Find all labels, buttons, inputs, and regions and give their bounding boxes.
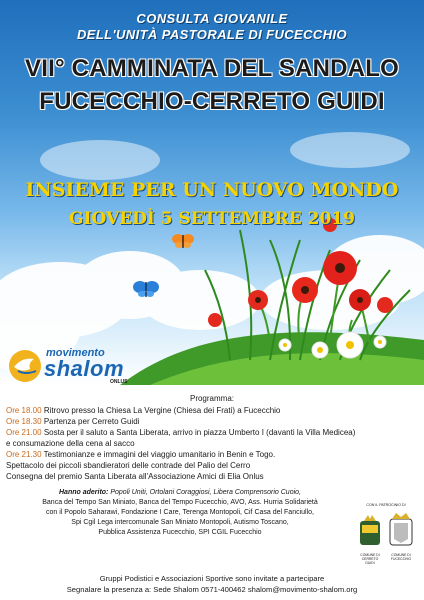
organizer-line-2: DELL'UNITÀ PASTORALE DI FUCECCHIO xyxy=(76,27,348,42)
supporters-text: Popoli Uniti, Ortolani Coraggiosi, Libera Comprensorio Cuoio, xyxy=(110,489,301,496)
event-title-line-2: FUCECCHIO-CERRETO GUIDI xyxy=(39,88,385,115)
supporters-label: Hanno aderito: xyxy=(59,489,109,496)
program-time: Ore 18.30 xyxy=(6,417,42,426)
patronage-label: CON IL PATROCINIO DI xyxy=(366,503,406,507)
supporters-line xyxy=(0,488,360,497)
program-text: Partenza per Cerreto Guidi xyxy=(43,417,140,426)
program-heading: Programma: xyxy=(189,394,234,403)
program-text: e consumazione della cena al sacco xyxy=(6,439,135,448)
movimento-shalom-logo xyxy=(6,346,136,386)
patronage-block xyxy=(356,503,416,567)
supporters-line: Pubblica Assistenza Fucecchio, SPI CGIL Fucecchio xyxy=(98,529,262,536)
program-text: Ritrovo presso la Chiesa La Vergine (Chiesa dei Frati) a Fucecchio xyxy=(43,406,281,415)
comune-cerreto-guidi: COMUNE DI CERRETO GUIDI xyxy=(360,553,380,565)
program-text: Sosta per il saluto a Santa Liberata, arrivo in piazza Umberto I (davanti la Villa Medicea) xyxy=(43,428,356,437)
footer xyxy=(0,573,424,595)
program-text: Testimonianze e immagini del viaggio umanitario in Benin e Togo. xyxy=(43,450,276,459)
slogan: INSIEME PER UN NUOVO MONDO xyxy=(25,179,399,201)
comune-fucecchio: COMUNE DI FUCECCHIO xyxy=(390,553,412,561)
logo-movimento-text: movimento xyxy=(46,347,105,359)
program-time: Ore 21.30 xyxy=(6,450,42,459)
program-item xyxy=(6,416,424,427)
supporters-line: con il Popolo Saharawi, Fondazione I Care, Terenga Montopoli, Cif Casa del Fanciullo, xyxy=(46,509,314,516)
logo-onlus-text: ONLUS xyxy=(110,379,128,385)
program-item xyxy=(6,405,424,416)
program-item xyxy=(6,438,424,449)
logo-shalom-text: shalom xyxy=(44,356,125,381)
event-date: GIOVEDÌ 5 SETTEMBRE 2019 xyxy=(69,209,355,229)
organizer-line-1: CONSULTA GIOVANILE xyxy=(136,11,288,26)
footer-invitation: Gruppi Podistici e Associazioni Sportive sono invitate a partecipare xyxy=(99,574,325,583)
coat-of-arms-icon xyxy=(356,509,416,555)
event-title-line-1: VII° CAMMINATA DEL SANDALO xyxy=(25,55,399,82)
program-time: Ore 21.00 xyxy=(6,428,42,437)
supporters-line: Banca del Tempo San Miniato, Banca del Tempo Fucecchio, AVO, Ass. Hurria Solidarietà xyxy=(42,499,318,506)
program-text: Spettacolo dei piccoli sbandieratori delle contrade del Palio del Cerro xyxy=(6,461,251,470)
program-item xyxy=(6,460,424,471)
program-item xyxy=(6,427,424,438)
footer-contact: Segnalare la presenza a: Sede Shalom 0571-400462 shalom@movimento-shalom.org xyxy=(66,585,358,594)
dove-logo-icon xyxy=(8,349,42,383)
program-item xyxy=(6,449,424,460)
program-item xyxy=(6,471,424,482)
program-time: Ore 18.00 xyxy=(6,406,42,415)
program-text: Consegna del premio Santa Liberata all'Associazione Amici di Elia Onlus xyxy=(6,472,264,481)
supporters-line: Spi Cgil Lega intercomunale San Miniato Montopoli, Autismo Toscano, xyxy=(71,519,289,526)
